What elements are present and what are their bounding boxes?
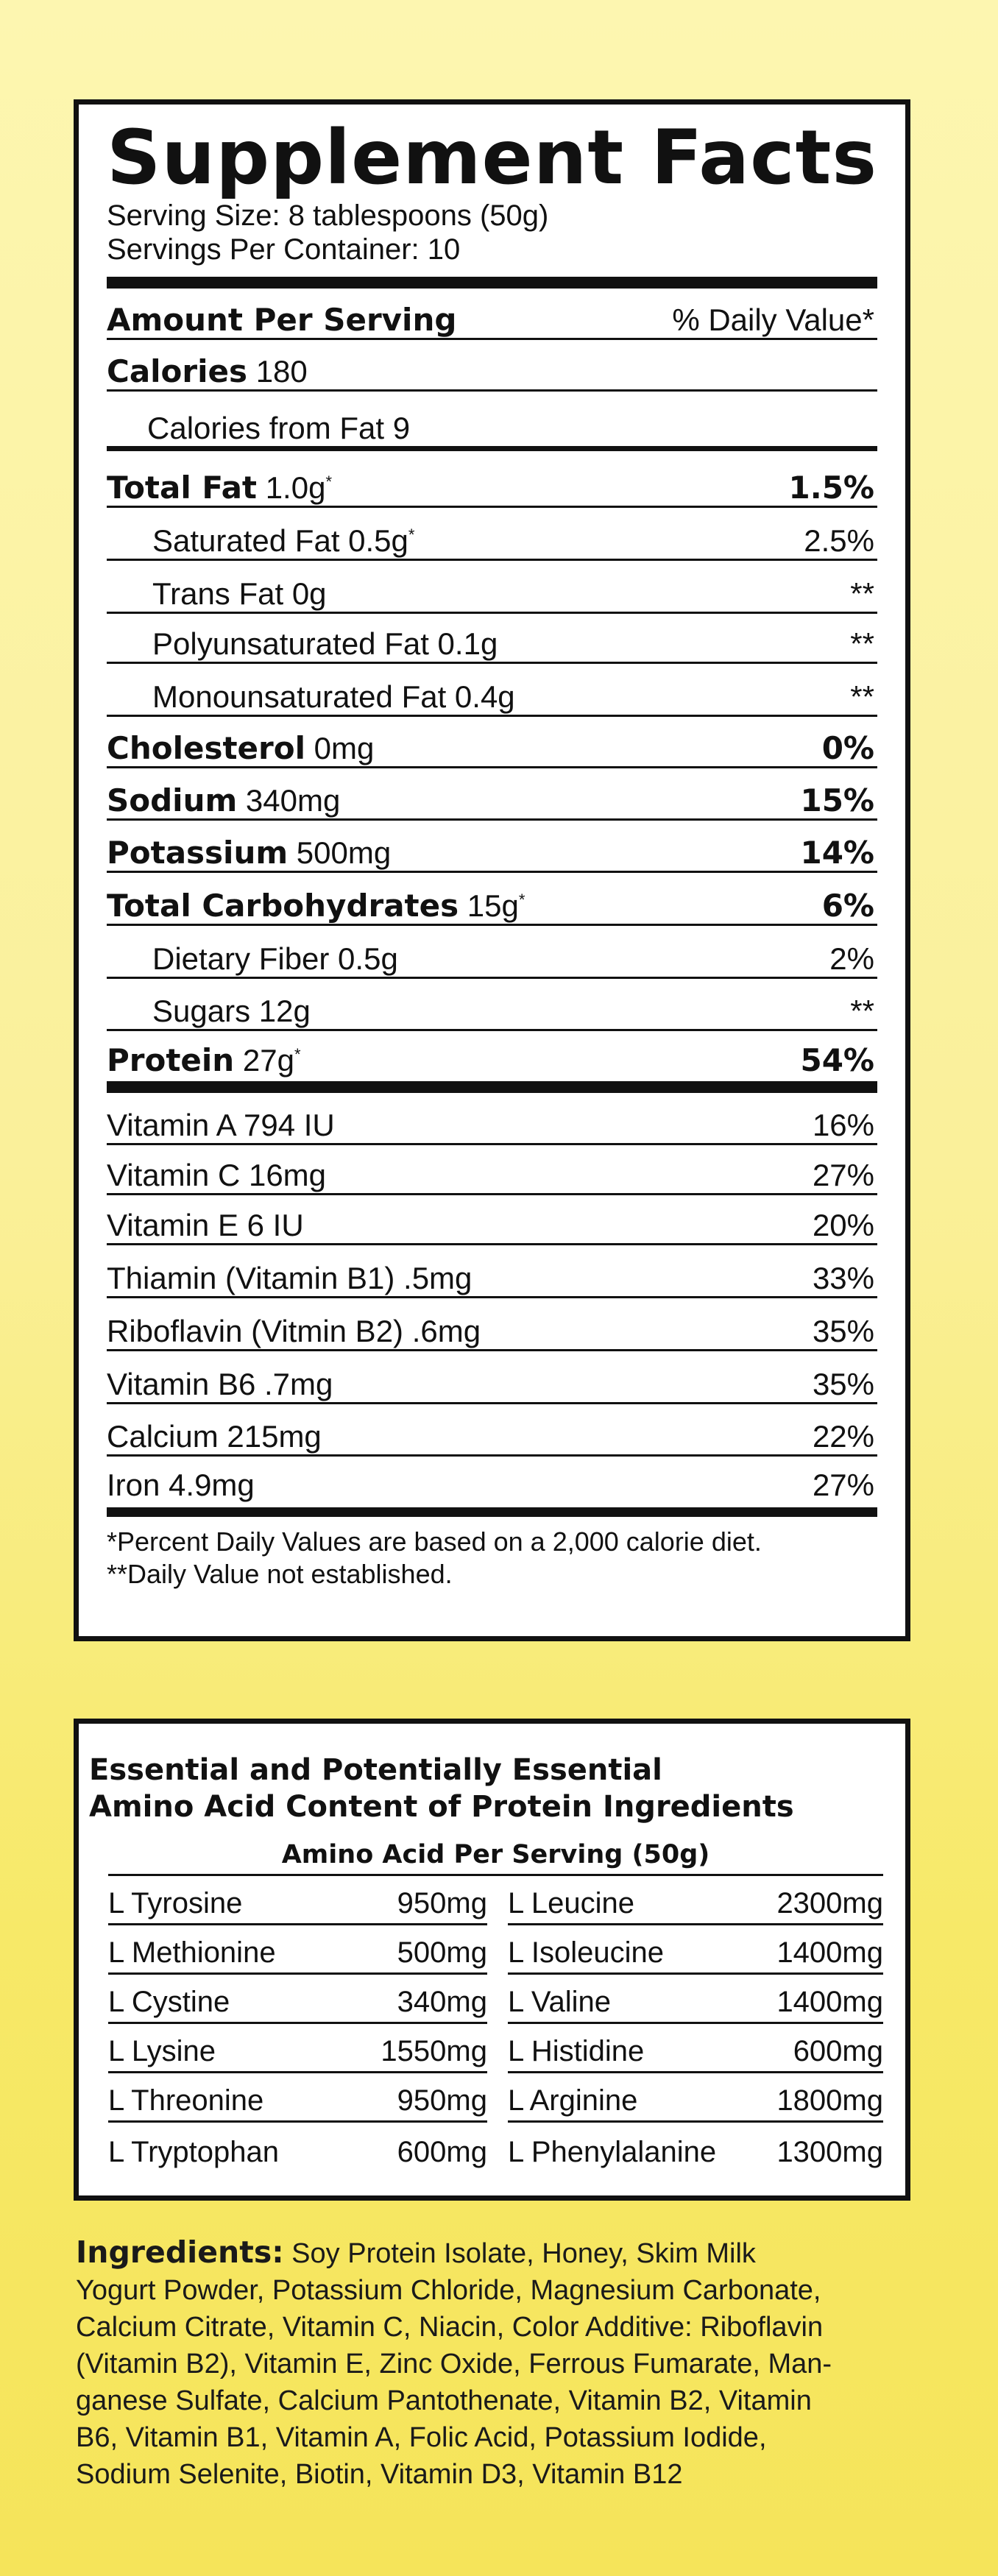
monounsaturated-fat: Monounsaturated Fat 0.4g: [152, 679, 515, 714]
vitamin-label: Thiamin (Vitamin B1) .5mg: [107, 1261, 473, 1295]
supplement-facts-panel: [74, 99, 910, 1641]
saturated-fat-row: [107, 508, 877, 561]
amino-name: L Valine: [507, 1986, 612, 2018]
vitamin-dv: 16%: [812, 1108, 874, 1142]
vitamin-dv: 33%: [812, 1261, 874, 1295]
ingredients-line: Calcium Citrate, Vitamin C, Niacin, Color Additive: Riboflavin: [76, 2312, 824, 2343]
sodium-amount: 340mg: [245, 783, 341, 818]
protein-dv: 54%: [800, 1042, 874, 1078]
protein-amount: 27g: [242, 1043, 294, 1078]
cholesterol-label: Cholesterol: [107, 730, 305, 766]
asterisk-mark: *: [325, 473, 332, 491]
amino-left-column: [108, 1876, 487, 2172]
amino-row: [108, 1876, 487, 1925]
amino-title-line2: Amino Acid Content of Protein Ingredients: [89, 1790, 794, 1824]
amino-amount: 1300mg: [776, 2136, 883, 2168]
vitamin-row: [107, 1298, 877, 1351]
total-fat-label: Total Fat: [107, 470, 258, 506]
potassium-amount: 500mg: [296, 835, 392, 870]
amino-table: [108, 1876, 883, 2172]
amino-row: [508, 2024, 883, 2073]
ingredients-block: [76, 2234, 915, 2493]
amino-title: [86, 1752, 883, 1825]
carbohydrates-row: [107, 873, 877, 926]
vitamin-row: [107, 1351, 877, 1404]
vitamin-dv: 20%: [812, 1208, 874, 1242]
vitamin-dv: 27%: [812, 1158, 874, 1192]
amino-name: L Histidine: [507, 2035, 645, 2067]
calories-from-fat: Calories from Fat 9: [147, 411, 411, 445]
cholesterol-row: [107, 717, 877, 768]
dietary-fiber-dv: 2%: [829, 941, 874, 976]
vitamin-row: [107, 1457, 877, 1507]
polyunsaturated-fat: Polyunsaturated Fat 0.1g: [152, 626, 498, 661]
trans-fat-dv: **: [850, 576, 874, 611]
sugars-dv: **: [850, 994, 874, 1028]
amount-per-serving-row: [107, 289, 877, 340]
vitamin-label: Vitamin A 794 IU: [107, 1108, 335, 1142]
amino-name: L Phenylalanine: [507, 2136, 717, 2168]
amino-amount: 1400mg: [776, 1986, 883, 2018]
amino-row: [508, 2123, 883, 2172]
amino-name: L Tryptophan: [108, 2136, 280, 2168]
calories-from-fat-row: [107, 392, 877, 451]
sugars-row: [107, 979, 877, 1031]
amino-row: [108, 1925, 487, 1975]
monounsaturated-fat-dv: **: [850, 679, 874, 714]
amino-row: [108, 2024, 487, 2073]
ingredients-line: (Vitamin B2), Vitamin E, Zinc Oxide, Ferrous Fumarate, Man-: [76, 2349, 832, 2379]
saturated-fat: Saturated Fat 0.5g: [152, 523, 408, 558]
amino-row: [508, 1925, 883, 1975]
vitamin-row: [107, 1195, 877, 1245]
amino-amount: 600mg: [397, 2136, 487, 2168]
footnote-not-established: **Daily Value not established.: [107, 1559, 453, 1589]
asterisk-mark: *: [518, 891, 525, 909]
vitamin-row: [107, 1404, 877, 1457]
amino-amount: 1800mg: [776, 2084, 883, 2117]
amino-table-header: Amino Acid Per Serving (50g): [108, 1840, 883, 1876]
trans-fat-row: [107, 561, 877, 614]
amino-name: L Cystine: [108, 1986, 230, 2018]
asterisk-mark: *: [294, 1045, 301, 1064]
protein-label: Protein: [107, 1042, 235, 1078]
amount-per-serving-label: Amount Per Serving: [107, 302, 457, 338]
amino-amount: 950mg: [397, 1887, 487, 1919]
sodium-row: [107, 768, 877, 821]
cholesterol-amount: 0mg: [314, 731, 375, 765]
dietary-fiber-row: [107, 926, 877, 979]
ingredients-line: Yogurt Powder, Potassium Chloride, Magnesium Carbonate,: [76, 2275, 821, 2306]
amino-row: [108, 2123, 487, 2172]
ingredients-line: B6, Vitamin B1, Vitamin A, Folic Acid, Potassium Iodide,: [76, 2422, 767, 2453]
amino-row: [108, 1975, 487, 2024]
potassium-label: Potassium: [107, 835, 289, 871]
sodium-label: Sodium: [107, 782, 238, 818]
vitamin-dv: 22%: [812, 1419, 874, 1454]
ingredients-line: ganese Sulfate, Calcium Pantothenate, Vitamin B2, Vitamin: [76, 2385, 812, 2416]
polyunsaturated-fat-dv: **: [850, 626, 874, 661]
serving-size: Serving Size: 8 tablespoons (50g): [107, 199, 549, 232]
amino-row: [508, 2073, 883, 2123]
vitamin-row: [107, 1093, 877, 1145]
carbohydrates-amount: 15g: [467, 888, 519, 923]
vitamin-label: Vitamin B6 .7mg: [107, 1367, 333, 1401]
vitamin-row: [107, 1145, 877, 1195]
servings-per-container: Servings Per Container: 10: [107, 233, 461, 266]
monounsaturated-fat-row: [107, 664, 877, 717]
amino-row: [508, 1876, 883, 1925]
panel-title: Supplement Facts: [107, 114, 878, 202]
amino-row: [108, 2073, 487, 2123]
vitamin-dv: 27%: [812, 1468, 874, 1502]
amino-name: L Arginine: [507, 2084, 638, 2117]
amino-name: L Isoleucine: [507, 1936, 664, 1969]
thick-divider: [107, 1507, 877, 1517]
dietary-fiber: Dietary Fiber 0.5g: [152, 941, 398, 976]
amino-amount: 500mg: [397, 1936, 487, 1969]
amino-name: L Lysine: [108, 2035, 216, 2067]
ingredients-line: Sodium Selenite, Biotin, Vitamin D3, Vitamin B12: [76, 2459, 683, 2490]
vitamin-label: Vitamin E 6 IU: [107, 1208, 304, 1242]
sodium-dv: 15%: [800, 782, 874, 818]
total-fat-dv: 1.5%: [788, 470, 874, 506]
carbohydrates-label: Total Carbohydrates: [107, 888, 459, 924]
amino-acid-panel: [74, 1719, 910, 2201]
amino-amount: 600mg: [793, 2035, 883, 2067]
amino-amount: 1550mg: [381, 2035, 487, 2067]
sugars: Sugars 12g: [152, 994, 311, 1028]
footnotes: [107, 1526, 877, 1590]
amino-name: L Leucine: [507, 1887, 634, 1919]
trans-fat: Trans Fat 0g: [152, 576, 327, 611]
vitamin-label: Vitamin C 16mg: [107, 1158, 327, 1192]
amino-amount: 950mg: [397, 2084, 487, 2117]
vitamin-label: Riboflavin (Vitmin B2) .6mg: [107, 1314, 481, 1348]
amino-amount: 2300mg: [776, 1887, 883, 1919]
potassium-dv: 14%: [800, 835, 874, 871]
total-fat-amount: 1.0g: [265, 470, 326, 505]
vitamin-list: [107, 1093, 877, 1507]
calories-row: [107, 340, 877, 392]
vitamin-label: Iron 4.9mg: [107, 1468, 255, 1502]
amino-name: L Tyrosine: [108, 1887, 243, 1919]
calories-label: Calories: [107, 353, 248, 389]
ingredients-label: Ingredients:: [76, 2234, 284, 2270]
carbohydrates-dv: 6%: [821, 888, 874, 924]
daily-value-header: % Daily Value*: [672, 302, 874, 337]
thick-divider: [107, 1081, 877, 1093]
ingredients-line: Soy Protein Isolate, Honey, Skim Milk: [283, 2238, 756, 2269]
saturated-fat-dv: 2.5%: [804, 523, 874, 558]
footnote-daily-values: *Percent Daily Values are based on a 2,000 calorie diet.: [107, 1526, 762, 1557]
amino-amount: 1400mg: [776, 1936, 883, 1969]
protein-row: [107, 1031, 877, 1081]
asterisk-mark: *: [408, 526, 415, 544]
polyunsaturated-fat-row: [107, 614, 877, 664]
amino-name: L Threonine: [108, 2084, 264, 2117]
amino-name: L Methionine: [108, 1936, 276, 1969]
vitamin-label: Calcium 215mg: [107, 1419, 322, 1454]
thick-divider: [107, 277, 877, 289]
amino-right-column: [508, 1876, 883, 2172]
amino-row: [508, 1975, 883, 2024]
amino-amount: 340mg: [397, 1986, 487, 2018]
vitamin-dv: 35%: [812, 1314, 874, 1348]
cholesterol-dv: 0%: [821, 730, 874, 766]
calories-value: 180: [255, 354, 308, 389]
vitamin-row: [107, 1245, 877, 1298]
vitamin-dv: 35%: [812, 1367, 874, 1401]
potassium-row: [107, 821, 877, 873]
amino-title-line1: Essential and Potentially Essential: [89, 1753, 662, 1787]
total-fat-row: [107, 451, 877, 508]
